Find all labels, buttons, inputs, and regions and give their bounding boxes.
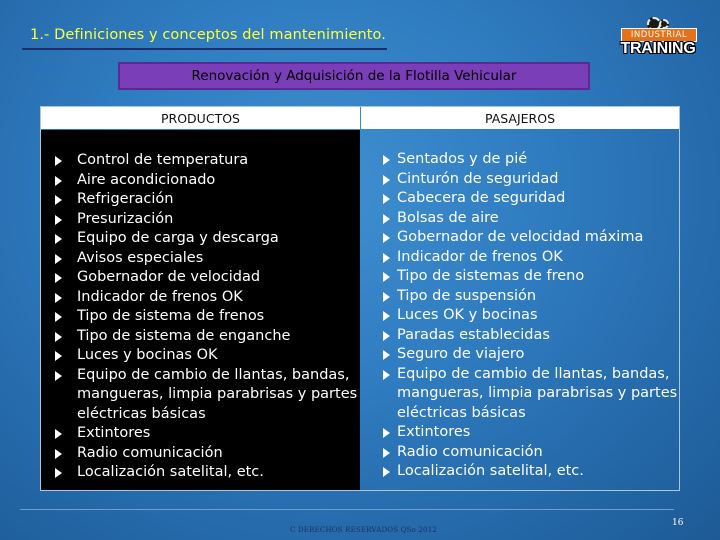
page-number: 16	[672, 518, 684, 528]
pasajeros-item	[383, 462, 683, 482]
productos-item-text: Presurización	[77, 210, 174, 227]
pasajeros-item-text: Cinturón de seguridad	[397, 170, 559, 187]
bullet-arrow-icon	[55, 371, 62, 381]
productos-item-text: eléctricas básicas	[77, 405, 206, 422]
pasajeros-item-text: Equipo de cambio de llantas, bandas,	[397, 365, 670, 382]
pasajeros-item	[383, 228, 683, 248]
pasajeros-item-text: Tipo de sistemas de freno	[397, 268, 585, 284]
section-banner: Renovación y Adquisición de la Flotilla Vehicular	[118, 62, 590, 90]
bullet-arrow-icon	[383, 253, 390, 263]
bullet-arrow-icon	[383, 428, 390, 438]
pasajeros-item	[383, 189, 683, 209]
bullet-arrow-icon	[383, 350, 390, 360]
productos-item-text: Gobernador de velocidad	[77, 269, 261, 285]
bullet-arrow-icon	[55, 312, 62, 322]
productos-list	[55, 151, 360, 483]
pasajeros-item-text: Indicador de frenos OK	[397, 248, 563, 265]
productos-item	[55, 424, 360, 444]
bullet-arrow-icon	[383, 370, 390, 380]
productos-item-text: Luces y bocinas OK	[77, 347, 218, 363]
pasajeros-item-text: Extintores	[397, 424, 471, 440]
bullet-arrow-icon	[383, 467, 390, 477]
column-header-productos: PRODUCTOS	[41, 107, 360, 129]
footer-divider	[20, 509, 674, 510]
pasajeros-list	[383, 150, 683, 482]
pasajeros-item-text: Luces OK y bocinas	[397, 307, 538, 323]
productos-item-text: Localización satelital, etc.	[77, 464, 264, 480]
comparison-table	[40, 106, 680, 491]
bullet-arrow-icon	[55, 195, 62, 205]
productos-item-text: Extintores	[77, 425, 151, 441]
pasajeros-item-text: Tipo de suspensión	[397, 287, 537, 304]
productos-item-text: Avisos especiales	[77, 249, 204, 266]
productos-item	[55, 346, 360, 366]
bullet-arrow-icon	[383, 233, 390, 243]
pasajeros-item-text: Paradas establecidas	[397, 326, 550, 343]
pasajeros-item-text: Bolsas de aire	[397, 209, 499, 226]
productos-item	[55, 444, 360, 464]
pasajeros-item-text: mangueras, limpia parabrisas y partes	[397, 385, 678, 401]
productos-item-text: Control de temperatura	[77, 152, 249, 168]
bullet-arrow-icon	[55, 293, 62, 303]
productos-item-text: Aire acondicionado	[77, 171, 216, 188]
bullet-arrow-icon	[55, 273, 62, 283]
pasajeros-item-text: Seguro de viajero	[397, 346, 525, 362]
pasajeros-item-text: Gobernador de velocidad máxima	[397, 229, 644, 245]
bullet-arrow-icon	[383, 272, 390, 282]
productos-item	[55, 268, 360, 288]
productos-item	[55, 210, 360, 230]
column-header-pasajeros: PASAJEROS	[361, 107, 679, 129]
pasajeros-item	[383, 248, 683, 268]
pasajeros-item	[383, 287, 683, 307]
bullet-arrow-icon	[383, 311, 390, 321]
bullet-arrow-icon	[383, 448, 390, 458]
bullet-arrow-icon	[383, 175, 390, 185]
bullet-arrow-icon	[383, 331, 390, 341]
pasajeros-item	[383, 267, 683, 287]
pasajeros-column	[361, 130, 679, 490]
productos-item	[55, 229, 360, 249]
pasajeros-item	[383, 170, 683, 190]
industrial-training-logo	[617, 17, 699, 57]
productos-item	[55, 463, 360, 483]
bullet-arrow-icon	[383, 155, 390, 165]
pasajeros-item-text: eléctricas básicas	[397, 404, 526, 421]
productos-item-text: Tipo de sistema de frenos	[77, 308, 265, 324]
bullet-arrow-icon	[55, 215, 62, 225]
logo-word-industrial: INDUSTRIAL	[621, 28, 697, 42]
productos-item-text: Tipo de sistema de enganche	[77, 327, 291, 344]
bullet-arrow-icon	[55, 254, 62, 264]
bullet-arrow-icon	[55, 332, 62, 342]
pasajeros-item	[383, 209, 683, 229]
copyright-notice: C DERECHOS RESERVADOS QSo 2012	[290, 526, 438, 534]
productos-item	[55, 190, 360, 210]
title-underline	[22, 48, 387, 50]
productos-item	[55, 249, 360, 269]
pasajeros-item-text: Cabecera de seguridad	[397, 190, 566, 206]
pasajeros-item	[383, 150, 683, 170]
logo-word-training: TRAINING	[620, 40, 696, 57]
productos-item	[55, 366, 360, 425]
pasajeros-item-text: Localización satelital, etc.	[397, 463, 584, 479]
bullet-arrow-icon	[55, 449, 62, 459]
productos-item	[55, 327, 360, 347]
productos-item	[55, 171, 360, 191]
productos-item	[55, 307, 360, 327]
bullet-arrow-icon	[55, 156, 62, 166]
bullet-arrow-icon	[383, 194, 390, 204]
pasajeros-item	[383, 326, 683, 346]
productos-item-text: Refrigeración	[77, 191, 174, 207]
pasajeros-item	[383, 443, 683, 463]
productos-item-text: Indicador de frenos OK	[77, 288, 243, 305]
productos-item-text: Radio comunicación	[77, 444, 223, 461]
pasajeros-item	[383, 423, 683, 443]
productos-item	[55, 151, 360, 171]
bullet-arrow-icon	[55, 429, 62, 439]
bullet-arrow-icon	[55, 351, 62, 361]
bullet-arrow-icon	[383, 292, 390, 302]
pasajeros-item-text: Sentados y de pié	[397, 151, 528, 167]
productos-item	[55, 288, 360, 308]
pasajeros-item	[383, 365, 683, 424]
bullet-arrow-icon	[383, 214, 390, 224]
productos-item-text: Equipo de carga y descarga	[77, 230, 279, 246]
pasajeros-item	[383, 306, 683, 326]
pasajeros-item	[383, 345, 683, 365]
bullet-arrow-icon	[55, 468, 62, 478]
productos-item-text: mangueras, limpia parabrisas y partes	[77, 386, 358, 402]
slide-title: 1.- Definiciones y conceptos del mantenimiento.	[30, 27, 386, 43]
bullet-arrow-icon	[55, 176, 62, 186]
productos-column	[41, 130, 360, 490]
pasajeros-item-text: Radio comunicación	[397, 443, 543, 460]
productos-item-text: Equipo de cambio de llantas, bandas,	[77, 366, 350, 383]
bullet-arrow-icon	[55, 234, 62, 244]
